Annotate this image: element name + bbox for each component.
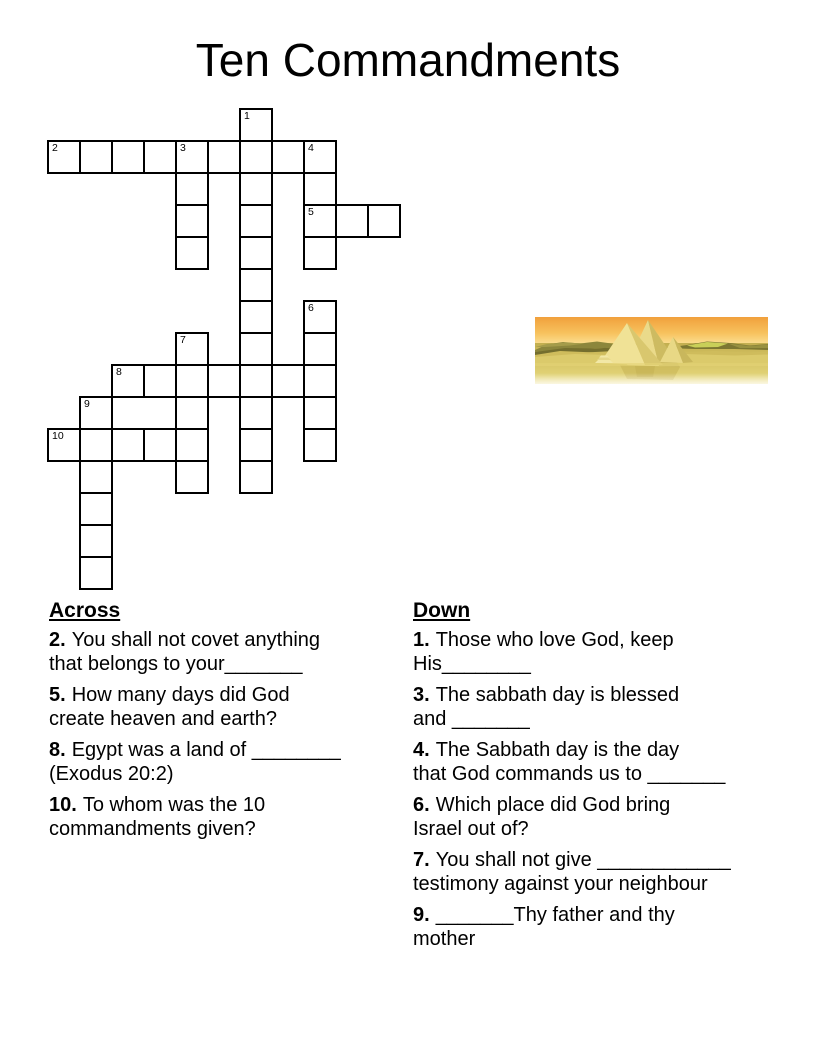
clue-line (49, 818, 399, 842)
clue-text: To whom was the 10 (82, 794, 266, 816)
clue-text: His________ (413, 652, 531, 675)
grid-cell[interactable] (207, 364, 241, 398)
clue-line (413, 794, 769, 818)
grid-cell[interactable] (175, 428, 209, 462)
clue-line (413, 708, 769, 732)
grid-cell[interactable] (79, 524, 113, 558)
grid-cell[interactable] (239, 300, 273, 334)
clue-line (413, 739, 769, 763)
clue-text: _______Thy father and thy (435, 904, 675, 926)
cell-number: 9 (84, 398, 90, 410)
clue-text: Which place did God bring (435, 794, 671, 816)
grid-cell[interactable] (111, 140, 145, 174)
grid-cell[interactable] (303, 172, 337, 206)
across-clues-column (49, 599, 399, 849)
grid-cell[interactable] (143, 428, 177, 462)
grid-cell[interactable] (271, 364, 305, 398)
across-clue (49, 629, 399, 676)
clue-text: Those who love God, keep (435, 629, 674, 651)
across-clue (49, 739, 399, 786)
grid-cell[interactable] (303, 236, 337, 270)
grid-cell[interactable] (79, 460, 113, 494)
cell-number: 2 (52, 142, 58, 154)
clue-line (413, 904, 769, 928)
grid-cell[interactable] (111, 364, 145, 398)
cell-number: 7 (180, 334, 186, 346)
grid-cell[interactable] (47, 140, 81, 174)
cell-number: 1 (244, 110, 250, 122)
grid-cell[interactable] (175, 204, 209, 238)
grid-cell[interactable] (239, 428, 273, 462)
grid-cell[interactable] (271, 140, 305, 174)
grid-cell[interactable] (175, 396, 209, 430)
across-clue-list (49, 629, 399, 841)
clue-line (413, 818, 769, 842)
clue-text: The sabbath day is blessed (435, 684, 680, 706)
clue-number: 9. (413, 904, 430, 926)
clue-text: You shall not covet anything (71, 629, 321, 651)
grid-cell[interactable] (239, 204, 273, 238)
grid-cell[interactable] (175, 140, 209, 174)
cell-number: 10 (52, 430, 64, 442)
grid-cell[interactable] (175, 364, 209, 398)
clue-text: and _______ (413, 707, 530, 730)
clue-number: 4. (413, 739, 430, 761)
down-heading: Down (413, 599, 471, 622)
grid-cell[interactable] (79, 556, 113, 590)
clue-number: 1. (413, 629, 430, 651)
clue-text: that belongs to your_______ (49, 652, 303, 675)
grid-cell[interactable] (303, 428, 337, 462)
grid-cell[interactable] (111, 428, 145, 462)
grid-cell[interactable] (175, 332, 209, 366)
grid-cell[interactable] (303, 364, 337, 398)
grid-cell[interactable] (303, 396, 337, 430)
clue-text: You shall not give ____________ (435, 849, 731, 871)
grid-cell[interactable] (239, 172, 273, 206)
clue-number: 10. (49, 794, 77, 816)
grid-cell[interactable] (367, 204, 401, 238)
grid-cell[interactable] (239, 108, 273, 142)
down-clues-column (413, 599, 769, 959)
grid-cell[interactable] (239, 140, 273, 174)
clue-text: The Sabbath day is the day (435, 739, 680, 761)
down-clue (413, 849, 769, 896)
grid-cell[interactable] (303, 332, 337, 366)
clue-line (413, 928, 769, 952)
clue-line (49, 653, 399, 677)
grid-cell[interactable] (207, 140, 241, 174)
grid-cell[interactable] (239, 332, 273, 366)
grid-cell[interactable] (79, 428, 113, 462)
clue-text: create heaven and earth? (49, 707, 277, 730)
grid-cell[interactable] (303, 140, 337, 174)
clue-number: 6. (413, 794, 430, 816)
clue-text: testimony against your neighbour (413, 872, 708, 895)
clue-line (49, 794, 399, 818)
clue-line (413, 653, 769, 677)
clue-number: 2. (49, 629, 66, 651)
grid-cell[interactable] (335, 204, 369, 238)
clue-line (413, 684, 769, 708)
clue-text: mother (413, 927, 476, 950)
cell-number: 3 (180, 142, 186, 154)
down-clue (413, 629, 769, 676)
grid-cell[interactable] (175, 172, 209, 206)
cell-number: 5 (308, 206, 314, 218)
down-clue (413, 684, 769, 731)
grid-cell[interactable] (143, 140, 177, 174)
grid-cell[interactable] (239, 396, 273, 430)
across-clue (49, 794, 399, 841)
grid-cell[interactable] (303, 204, 337, 238)
crossword-grid (47, 108, 401, 590)
clue-number: 5. (49, 684, 66, 706)
clue-line (49, 629, 399, 653)
grid-cell[interactable] (175, 236, 209, 270)
grid-cell[interactable] (239, 236, 273, 270)
clue-line (413, 629, 769, 653)
grid-cell[interactable] (175, 460, 209, 494)
across-heading: Across (49, 599, 121, 622)
clue-line (49, 708, 399, 732)
clue-text: How many days did God (71, 684, 290, 706)
clue-text: that God commands us to _______ (413, 762, 726, 785)
down-clue (413, 904, 769, 951)
clue-text: Israel out of? (413, 817, 529, 840)
grid-cell[interactable] (47, 428, 81, 462)
clue-line (49, 684, 399, 708)
down-clue (413, 739, 769, 786)
cell-number: 8 (116, 366, 122, 378)
puzzle-title: Ten Commandments (195, 34, 621, 86)
clue-line (413, 849, 769, 873)
grid-cell[interactable] (239, 460, 273, 494)
clue-number: 8. (49, 739, 66, 761)
clue-line (49, 739, 399, 763)
down-clue (413, 794, 769, 841)
clue-text: (Exodus 20:2) (49, 762, 174, 785)
grid-cell[interactable] (79, 492, 113, 526)
grid-cell[interactable] (239, 268, 273, 302)
across-clue (49, 684, 399, 731)
clue-number: 3. (413, 684, 430, 706)
grid-cell[interactable] (79, 396, 113, 430)
cell-number: 4 (308, 142, 314, 154)
grid-cell[interactable] (239, 364, 273, 398)
pyramids-image (535, 317, 768, 384)
clue-text: commandments given? (49, 817, 256, 840)
clue-text: Egypt was a land of ________ (71, 739, 341, 761)
grid-cell[interactable] (79, 140, 113, 174)
clue-line (413, 873, 769, 897)
clue-line (49, 763, 399, 787)
grid-cell[interactable] (143, 364, 177, 398)
cell-number: 6 (308, 302, 314, 314)
grid-cell[interactable] (303, 300, 337, 334)
clue-line (413, 763, 769, 787)
down-clue-list (413, 629, 769, 951)
clue-number: 7. (413, 849, 430, 871)
